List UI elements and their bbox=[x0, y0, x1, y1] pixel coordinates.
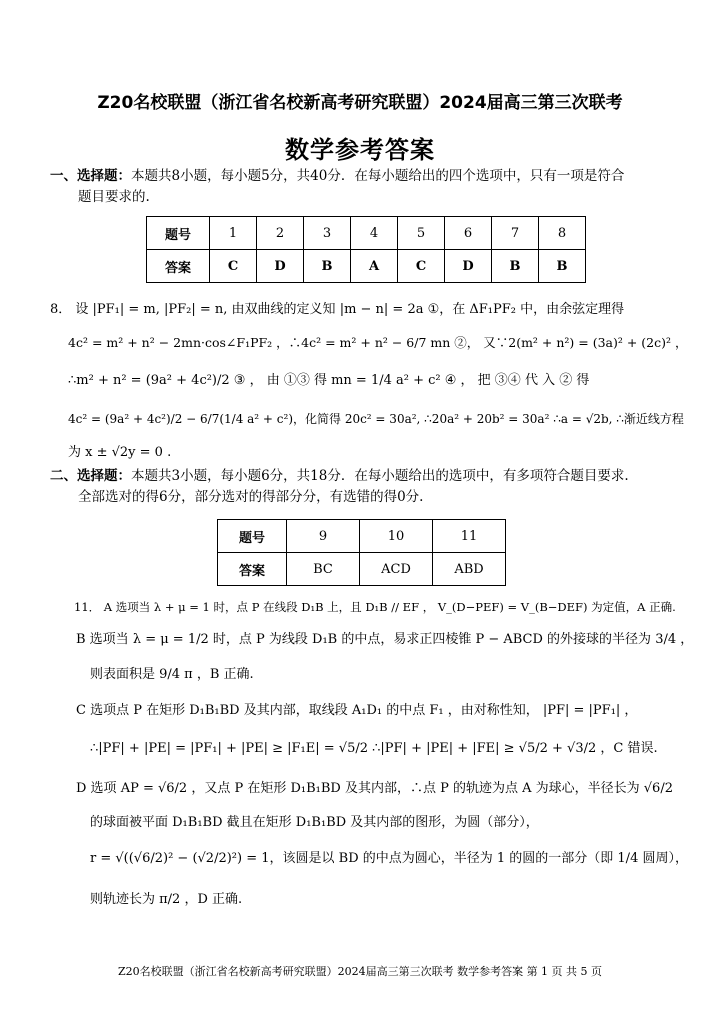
table-label-number: 题号 bbox=[218, 520, 287, 553]
table-cell: B bbox=[492, 250, 539, 283]
q8-line-5: 为 x ± √2y = 0 . bbox=[68, 445, 172, 460]
table-cell: 11 bbox=[433, 520, 506, 553]
table-cell: 2 bbox=[257, 217, 304, 250]
section2-answer-table bbox=[217, 519, 506, 586]
q11-option-b-line-2: 则表面积是 9/4 π ，B 正确. bbox=[90, 667, 254, 682]
q11-option-d-line-2: 的球面被平面 D₁B₁BD 截且在矩形 D₁B₁BD 及其内部的图形，为圆（部分）， bbox=[90, 815, 539, 830]
table-cell: ACD bbox=[360, 553, 433, 586]
q8-line-2: 4c² = m² + n² − 2mn·cos∠F₁PF₂ ，∴4c² = m² + n² − 6/7 mn ②， 又∵2(m² + n²) = (3a)² + (2c)² ， bbox=[68, 335, 688, 350]
section2-intro bbox=[50, 466, 680, 508]
table-cell: D bbox=[445, 250, 492, 283]
section1-text: 本题共8小题，每小题5分，共40分．在每小题给出的四个选项中，只有一项是符合 bbox=[131, 168, 625, 184]
table-cell: 10 bbox=[360, 520, 433, 553]
q11-option-d-line-4: 则轨迹长为 π/2 ，D 正确. bbox=[90, 892, 243, 907]
page-subtitle: 数学参考答案 bbox=[285, 135, 435, 164]
section1-text2: 题目要求的. bbox=[78, 189, 150, 205]
section1-heading: 一、选择题： bbox=[50, 168, 131, 184]
table-cell: B bbox=[304, 250, 351, 283]
table-label-answer: 答案 bbox=[147, 250, 210, 283]
table-row-numbers bbox=[147, 217, 586, 250]
section2-heading: 二、选择题： bbox=[50, 468, 131, 484]
q11-option-d-line-3: r = √((√6/2)² − (√2/2)²) = 1，该圆是以 BD 的中点为圆心，半径为 1 的圆的一部分（即 1/4 圆周）， bbox=[90, 851, 688, 866]
section2-text: 本题共3小题，每小题6分，共18分．在每小题给出的选项中，有多项符合题目要求. bbox=[131, 468, 629, 484]
table-cell: 4 bbox=[351, 217, 398, 250]
q8-line-4: 4c² = (9a² + 4c²)/2 − 6/7(1/4 a² + c²)，化简得 20c² = 30a², ∴20a² + 20b² = 30a² ∴a = √2b, ∴渐近线方程 bbox=[68, 412, 684, 426]
table-cell: 6 bbox=[445, 217, 492, 250]
table-cell: C bbox=[210, 250, 257, 283]
page-footer: Z20名校联盟（浙江省名校新高考研究联盟）2024届高三第三次联考 数学参考答案 第 1 页 共 5 页 bbox=[117, 965, 603, 978]
table-cell: 1 bbox=[210, 217, 257, 250]
section2-text2: 全部选对的得6分，部分选对的得部分分，有选错的得0分. bbox=[78, 489, 424, 505]
table-cell: C bbox=[398, 250, 445, 283]
table-cell: B bbox=[539, 250, 586, 283]
table-cell: 8 bbox=[539, 217, 586, 250]
table-cell: 5 bbox=[398, 217, 445, 250]
section1-answer-table bbox=[146, 216, 586, 283]
q11-option-c-line-2: ∴|PF| + |PE| = |PF₁| + |PE| ≥ |F₁E| = √5/2 ∴|PF| + |PE| + |FE| ≥ √5/2 + √3/2 ，C 错误. bbox=[90, 741, 658, 756]
table-row-answers bbox=[218, 553, 506, 586]
q11-option-d-line-1: D 选项 AP = √6/2 ，又点 P 在矩形 D₁B₁BD 及其内部，∴点 P 的轨迹为点 A 为球心，半径长为 √6/2 bbox=[76, 781, 673, 796]
table-cell: A bbox=[351, 250, 398, 283]
table-label-answer: 答案 bbox=[218, 553, 287, 586]
q8-line-1: 8． 设 |PF₁| = m, |PF₂| = n, 由双曲线的定义知 |m − n| = 2a ①，在 ΔF₁PF₂ 中，由余弦定理得 bbox=[50, 302, 625, 317]
table-cell: D bbox=[257, 250, 304, 283]
table-cell: 3 bbox=[304, 217, 351, 250]
q11-option-a: 11． A 选项当 λ + μ = 1 时，点 P 在线段 D₁B 上，且 D₁B // EF ， V_(D−PEF) = V_(B−DEF) 为定值，A 正确. bbox=[74, 600, 676, 614]
q8-line-3: ∴m² + n² = (9a² + 4c²)/2 ③ ， 由 ①③ 得 mn = 1/4 a² + c² ④ ， 把 ③④ 代 入 ② 得 bbox=[68, 373, 590, 388]
table-cell: 9 bbox=[287, 520, 360, 553]
table-label-number: 题号 bbox=[147, 217, 210, 250]
table-cell: BC bbox=[287, 553, 360, 586]
q11-option-c-line-1: C 选项点 P 在矩形 D₁B₁BD 及其内部，取线段 A₁D₁ 的中点 F₁ ，由对称性知， |PF| = |PF₁| ， bbox=[76, 703, 638, 718]
table-row-numbers bbox=[218, 520, 506, 553]
table-cell: 7 bbox=[492, 217, 539, 250]
table-cell: ABD bbox=[433, 553, 506, 586]
section1-intro bbox=[50, 166, 680, 208]
q11-option-b-line-1: B 选项当 λ = μ = 1/2 时，点 P 为线段 D₁B 的中点，易求正四棱锥 P − ABCD 的外接球的半径为 3/4 ， bbox=[76, 632, 694, 647]
table-row-answers bbox=[147, 250, 586, 283]
page-title: Z20名校联盟（浙江省名校新高考研究联盟）2024届高三第三次联考 bbox=[97, 93, 623, 113]
